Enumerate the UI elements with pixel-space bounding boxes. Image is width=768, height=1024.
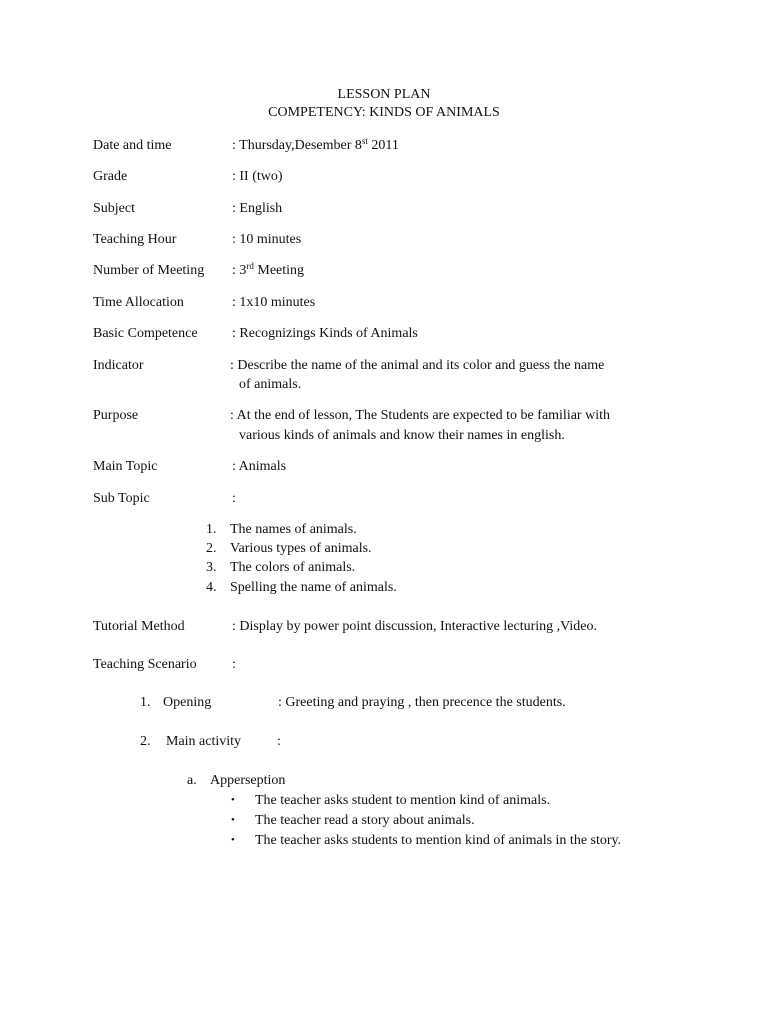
indicator-value-line1: : Describe the name of the animal and its color and guess the name	[230, 358, 605, 373]
date-label: Date and time	[93, 138, 172, 153]
indicator-label: Indicator	[93, 358, 144, 373]
main-activity-number: 2.	[140, 734, 151, 749]
sub-topic-colon: :	[232, 491, 236, 506]
teaching-scenario-colon: :	[232, 657, 236, 672]
list-item-number: 3.	[206, 560, 217, 575]
bullet-item: The teacher asks student to mention kind of animals.	[255, 793, 551, 808]
main-topic-label: Main Topic	[93, 459, 158, 474]
basic-competence-value: : Recognizings Kinds of Animals	[232, 326, 418, 341]
teaching-hour-value: : 10 minutes	[232, 232, 302, 247]
basic-competence-label: Basic Competence	[93, 326, 198, 341]
purpose-value-line1: : At the end of lesson, The Students are expected to be familiar with	[230, 408, 610, 423]
bullet-icon: •	[231, 814, 235, 826]
main-topic-value: : Animals	[232, 459, 287, 474]
bullet-item: The teacher asks students to mention kind of animals in the story.	[255, 833, 622, 848]
sub-topic-label: Sub Topic	[93, 491, 150, 506]
opening-number: 1.	[140, 695, 151, 710]
opening-label: Opening	[163, 695, 212, 710]
grade-value: : II (two)	[232, 169, 283, 184]
meeting-value: : 3rd Meeting	[232, 261, 305, 278]
purpose-label: Purpose	[93, 408, 139, 423]
document-title: LESSON PLAN	[337, 87, 431, 102]
time-allocation-value: : 1x10 minutes	[232, 295, 316, 310]
apperception-label: Apperseption	[210, 773, 286, 788]
opening-value: : Greeting and praying , then precence the students.	[278, 695, 566, 710]
indicator-value-line2: of animals.	[239, 377, 302, 392]
list-item: The names of animals.	[230, 522, 357, 537]
purpose-value-line2: various kinds of animals and know their names in english.	[239, 428, 565, 443]
list-item: Various types of animals.	[230, 541, 372, 556]
apperception-letter: a.	[187, 773, 197, 788]
bullet-icon: •	[231, 834, 235, 846]
bullet-icon: •	[231, 794, 235, 806]
grade-label: Grade	[93, 169, 128, 184]
list-item: The colors of animals.	[230, 560, 356, 575]
main-activity-colon: :	[277, 734, 281, 749]
teaching-hour-label: Teaching Hour	[93, 232, 177, 247]
time-allocation-label: Time Allocation	[93, 295, 184, 310]
bullet-item: The teacher read a story about animals.	[255, 813, 475, 828]
competency-heading: COMPETENCY: KINDS OF ANIMALS	[268, 105, 500, 120]
meeting-label: Number of Meeting	[93, 263, 205, 278]
date-value: : Thursday,Desember 8st 2011	[232, 136, 399, 153]
list-item-number: 2.	[206, 541, 217, 556]
subject-label: Subject	[93, 201, 135, 216]
teaching-scenario-label: Teaching Scenario	[93, 657, 197, 672]
main-activity-label: Main activity	[166, 734, 242, 749]
list-item-number: 4.	[206, 580, 217, 595]
tutorial-method-label: Tutorial Method	[93, 619, 185, 634]
list-item-number: 1.	[206, 522, 217, 537]
tutorial-method-value: : Display by power point discussion, Interactive lecturing ,Video.	[232, 619, 598, 634]
subject-value: : English	[232, 201, 283, 216]
list-item: Spelling the name of animals.	[230, 580, 397, 595]
